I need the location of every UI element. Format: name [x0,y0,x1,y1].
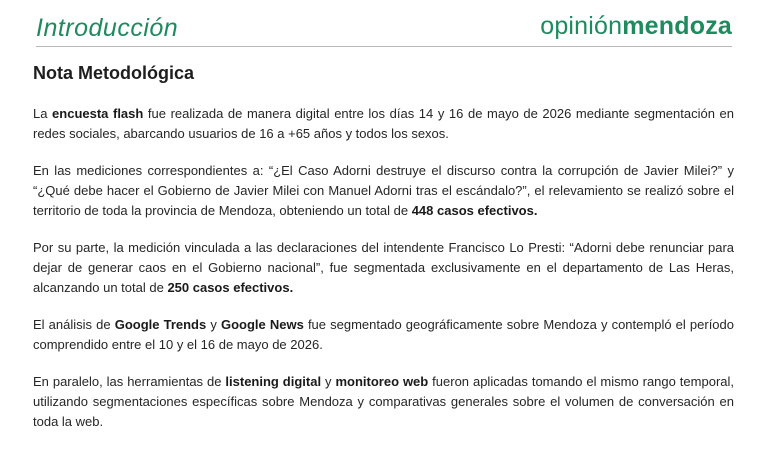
header-divider [36,46,732,47]
paragraph-text: En paralelo, las herramientas de [33,374,226,389]
emphasis-text: 250 casos efectivos. [167,280,294,295]
paragraph-text: Por su parte, la medición vinculada a las declaraciones del intendente Francisco Lo Presti: “Adorni debe renunciar para dejar de generar caos en el Gobierno nacional”, fue segmentada exclusivamente en el departamento de Las Heras, alcanzando un total de [33,240,734,295]
logo-bold-text: mendoza [622,12,732,40]
emphasis-text: listening digital [225,374,322,389]
emphasis-text: Google News [220,317,304,332]
paragraph-listening [33,372,734,432]
paragraph-text: La [33,106,53,121]
paragraph-encuesta [33,104,734,144]
methodology-body [33,104,734,449]
paragraph-google [33,315,734,355]
emphasis-text: encuesta flash [52,106,144,121]
emphasis-text: monitoreo web [335,374,429,389]
paragraph-las-heras [33,238,734,298]
section-title: Introducción [36,14,179,42]
emphasis-text: Google Trends [114,317,207,332]
paragraph-text: y [206,317,221,332]
paragraph-text: y [321,374,336,389]
paragraph-text: En las mediciones correspondientes a: “¿El Caso Adorni destruye el discurso contra la corrupción de Javier Milei?” y “¿Qué debe hacer el Gobierno de Javier Milei con Manuel Adorni tras el escándalo?”, el relevamiento se realizó sobre el territorio de toda la provincia de Mendoza, obteniendo un total de [33,163,734,218]
paragraph-text: fue realizada de manera digital entre los días 14 y 16 de mayo de 2026 mediante segmentación en redes sociales, abarcando usuarios de 16 a +65 años y todos los sexos. [33,106,734,141]
brand-logo [540,12,732,41]
page-heading: Nota Metodológica [33,63,194,83]
emphasis-text: 448 casos efectivos. [411,203,538,218]
paragraph-text: El análisis de [33,317,115,332]
paragraph-text: fue segmentado geográficamente sobre Mendoza y contempló el período comprendido entre el 10 y el 16 de mayo de 2026. [33,317,734,352]
logo-light-text: opinión [540,12,623,40]
paragraph-mediciones [33,161,734,221]
paragraph-text: fueron aplicadas tomando el mismo rango temporal, utilizando segmentaciones específicas sobre Mendoza y comparativas generales sobre el volumen de conversación en toda la web. [33,374,734,429]
